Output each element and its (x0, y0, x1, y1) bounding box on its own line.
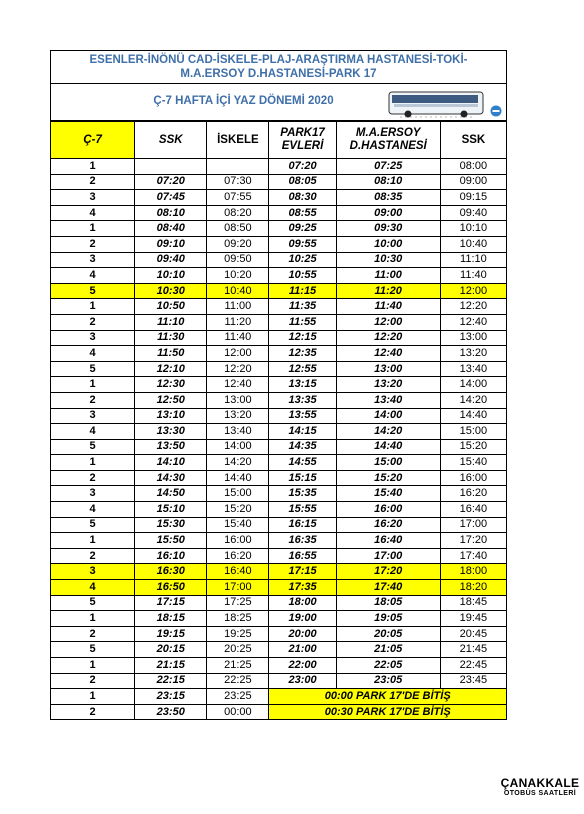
ssk-return-time: 11:10 (440, 252, 506, 268)
maersoy-time: 12:00 (336, 314, 440, 330)
trip-number: 4 (51, 580, 135, 596)
iskele-time: 12:40 (207, 377, 269, 393)
park17-time: 09:55 (269, 236, 336, 252)
iskele-time: 16:20 (207, 548, 269, 564)
park17-time: 12:15 (269, 330, 336, 346)
table-row (51, 533, 507, 549)
table-row (51, 174, 507, 190)
ssk-return-time: 11:40 (440, 268, 506, 284)
ssk-return-time: 14:00 (440, 377, 506, 393)
ssk-return-time: 16:40 (440, 502, 506, 518)
park17-time: 09:25 (269, 221, 336, 237)
maersoy-time: 13:20 (336, 377, 440, 393)
park17-time: 15:15 (269, 470, 336, 486)
table-row (51, 689, 507, 705)
maersoy-time: 19:05 (336, 611, 440, 627)
table-row (51, 252, 507, 268)
iskele-time: 18:25 (207, 611, 269, 627)
park17-time: 12:35 (269, 346, 336, 362)
trip-number: 1 (51, 611, 135, 627)
maersoy-time: 20:05 (336, 626, 440, 642)
ssk-time: 07:45 (135, 190, 207, 206)
iskele-time: 21:25 (207, 658, 269, 674)
col-header-iskele: İSKELE (207, 122, 269, 159)
ssk-time: 13:30 (135, 424, 207, 440)
ssk-return-time: 15:00 (440, 424, 506, 440)
ssk-return-time: 17:20 (440, 533, 506, 549)
maersoy-time: 15:20 (336, 470, 440, 486)
ssk-time: 15:10 (135, 502, 207, 518)
schedule-body (51, 159, 507, 720)
iskele-time: 00:00 (207, 704, 269, 720)
ssk-return-time: 18:20 (440, 580, 506, 596)
maersoy-time: 12:20 (336, 330, 440, 346)
ssk-return-time: 18:00 (440, 564, 506, 580)
iskele-time: 13:40 (207, 424, 269, 440)
ssk-return-time: 22:45 (440, 658, 506, 674)
trip-number: 1 (51, 377, 135, 393)
park17-time: 21:00 (269, 642, 336, 658)
park17-time: 22:00 (269, 658, 336, 674)
trip-number: 1 (51, 455, 135, 471)
table-row (51, 408, 507, 424)
maersoy-time: 21:05 (336, 642, 440, 658)
ssk-time: 11:30 (135, 330, 207, 346)
park17-time: 11:35 (269, 299, 336, 315)
ssk-time (135, 159, 207, 175)
maersoy-time: 09:00 (336, 205, 440, 221)
iskele-time: 11:00 (207, 299, 269, 315)
trip-number: 3 (51, 190, 135, 206)
park17-time: 11:15 (269, 283, 336, 299)
table-row (51, 580, 507, 596)
route-title (51, 51, 506, 84)
table-row (51, 564, 507, 580)
ssk-return-time: 18:45 (440, 595, 506, 611)
table-row (51, 486, 507, 502)
iskele-time: 16:00 (207, 533, 269, 549)
maersoy-time: 10:30 (336, 252, 440, 268)
maersoy-time: 16:40 (336, 533, 440, 549)
table-row (51, 190, 507, 206)
trip-number: 3 (51, 486, 135, 502)
ssk-return-time: 14:40 (440, 408, 506, 424)
subtitle-row (51, 84, 506, 120)
trip-number: 2 (51, 314, 135, 330)
ssk-time: 21:15 (135, 658, 207, 674)
col-header-ssk: SSK (135, 122, 207, 159)
iskele-time: 14:00 (207, 439, 269, 455)
park17-time: 08:30 (269, 190, 336, 206)
maersoy-time: 15:00 (336, 455, 440, 471)
iskele-time: 12:20 (207, 361, 269, 377)
ssk-time: 11:50 (135, 346, 207, 362)
iskele-time: 09:20 (207, 236, 269, 252)
trip-number: 2 (51, 174, 135, 190)
park17-time: 14:15 (269, 424, 336, 440)
table-row (51, 299, 507, 315)
ssk-time: 16:10 (135, 548, 207, 564)
ssk-return-time: 10:40 (440, 236, 506, 252)
ssk-time: 14:10 (135, 455, 207, 471)
iskele-time (207, 159, 269, 175)
trip-number: 1 (51, 689, 135, 705)
park17-time: 15:35 (269, 486, 336, 502)
iskele-time: 15:40 (207, 517, 269, 533)
iskele-time: 07:30 (207, 174, 269, 190)
table-row (51, 595, 507, 611)
park17-time: 10:25 (269, 252, 336, 268)
trip-number: 2 (51, 470, 135, 486)
ssk-return-time: 13:40 (440, 361, 506, 377)
park17-time: 12:55 (269, 361, 336, 377)
maersoy-time: 15:40 (336, 486, 440, 502)
trip-number: 2 (51, 673, 135, 689)
maersoy-time: 07:25 (336, 159, 440, 175)
iskele-time: 13:00 (207, 392, 269, 408)
trip-number: 5 (51, 642, 135, 658)
maersoy-time: 11:00 (336, 268, 440, 284)
table-row (51, 346, 507, 362)
ssk-time: 08:10 (135, 205, 207, 221)
ssk-return-time: 09:40 (440, 205, 506, 221)
trip-number: 5 (51, 439, 135, 455)
maersoy-time: 17:00 (336, 548, 440, 564)
maersoy-time: 16:00 (336, 502, 440, 518)
table-row (51, 361, 507, 377)
ssk-time: 10:10 (135, 268, 207, 284)
ssk-time: 12:10 (135, 361, 207, 377)
trip-number: 5 (51, 283, 135, 299)
iskele-time: 07:55 (207, 190, 269, 206)
park17-time: 18:00 (269, 595, 336, 611)
iskele-time: 14:20 (207, 455, 269, 471)
ssk-return-time: 14:20 (440, 392, 506, 408)
park17-time: 15:55 (269, 502, 336, 518)
ssk-time: 19:15 (135, 626, 207, 642)
iskele-time: 15:00 (207, 486, 269, 502)
maersoy-time: 13:40 (336, 392, 440, 408)
iskele-time: 10:20 (207, 268, 269, 284)
maersoy-time: 11:20 (336, 283, 440, 299)
ssk-time: 14:30 (135, 470, 207, 486)
table-header-row (51, 122, 507, 159)
col-header-line: Ç-7 (51, 122, 135, 159)
ssk-time: 16:30 (135, 564, 207, 580)
ssk-return-time: 20:45 (440, 626, 506, 642)
ssk-time: 10:30 (135, 283, 207, 299)
ssk-return-time: 16:20 (440, 486, 506, 502)
maersoy-time: 09:30 (336, 221, 440, 237)
route-title-line-1: ESENLER-İNÖNÜ CAD-İSKELE-PLAJ-ARAŞTIRMA HASTANESİ-TOKİ- (89, 54, 468, 66)
trip-number: 5 (51, 595, 135, 611)
trip-number: 1 (51, 658, 135, 674)
logo-line-1: ÇANAKKALE (500, 776, 580, 790)
table-row (51, 658, 507, 674)
park17-time: 13:15 (269, 377, 336, 393)
table-row (51, 377, 507, 393)
trip-number: 4 (51, 502, 135, 518)
table-row (51, 283, 507, 299)
ssk-time: 09:40 (135, 252, 207, 268)
trip-number: 3 (51, 408, 135, 424)
table-row (51, 673, 507, 689)
table-row (51, 392, 507, 408)
bus-icon (388, 85, 506, 119)
table-row (51, 424, 507, 440)
ssk-return-time: 19:45 (440, 611, 506, 627)
iskele-time: 16:40 (207, 564, 269, 580)
ssk-return-time: 09:15 (440, 190, 506, 206)
park17-time: 20:00 (269, 626, 336, 642)
table-row (51, 455, 507, 471)
schedule-table (50, 121, 507, 720)
ssk-time: 23:50 (135, 704, 207, 720)
iskele-time: 08:20 (207, 205, 269, 221)
park17-time: 14:55 (269, 455, 336, 471)
ssk-time: 10:50 (135, 299, 207, 315)
ssk-time: 12:30 (135, 377, 207, 393)
ssk-time: 22:15 (135, 673, 207, 689)
park17-time: 14:35 (269, 439, 336, 455)
park17-time: 17:15 (269, 564, 336, 580)
park17-time: 13:55 (269, 408, 336, 424)
ssk-time: 18:15 (135, 611, 207, 627)
trip-number: 1 (51, 299, 135, 315)
table-row (51, 205, 507, 221)
maersoy-time: 16:20 (336, 517, 440, 533)
timetable-sheet (50, 50, 507, 720)
iskele-time: 08:50 (207, 221, 269, 237)
park17-time: 11:55 (269, 314, 336, 330)
ssk-return-time: 08:00 (440, 159, 506, 175)
iskele-time: 17:25 (207, 595, 269, 611)
maersoy-time: 23:05 (336, 673, 440, 689)
ssk-time: 12:50 (135, 392, 207, 408)
maersoy-time: 14:40 (336, 439, 440, 455)
ssk-return-time: 13:20 (440, 346, 506, 362)
park17-time: 07:20 (269, 159, 336, 175)
ssk-return-time: 15:40 (440, 455, 506, 471)
trip-number: 2 (51, 704, 135, 720)
ssk-time: 14:50 (135, 486, 207, 502)
table-row (51, 439, 507, 455)
maersoy-time: 13:00 (336, 361, 440, 377)
maersoy-time: 08:35 (336, 190, 440, 206)
iskele-time: 22:25 (207, 673, 269, 689)
maersoy-time: 08:10 (336, 174, 440, 190)
iskele-time: 12:00 (207, 346, 269, 362)
ssk-time: 23:15 (135, 689, 207, 705)
table-row (51, 548, 507, 564)
ssk-return-time: 09:00 (440, 174, 506, 190)
ssk-return-time: 17:40 (440, 548, 506, 564)
ssk-time: 17:15 (135, 595, 207, 611)
ssk-time: 11:10 (135, 314, 207, 330)
iskele-time: 17:00 (207, 580, 269, 596)
ssk-time: 20:15 (135, 642, 207, 658)
route-title-line-2: M.A.ERSOY D.HASTANESİ-PARK 17 (180, 68, 377, 80)
table-row (51, 704, 507, 720)
table-row (51, 517, 507, 533)
ssk-return-time: 17:00 (440, 517, 506, 533)
park17-time: 19:00 (269, 611, 336, 627)
route-end-note: 00:00 PARK 17'DE BİTİŞ (269, 689, 507, 705)
iskele-time: 20:25 (207, 642, 269, 658)
iskele-time: 14:40 (207, 470, 269, 486)
ssk-time: 13:50 (135, 439, 207, 455)
timetable-header (50, 50, 507, 121)
maersoy-time: 10:00 (336, 236, 440, 252)
table-row (51, 626, 507, 642)
trip-number: 4 (51, 205, 135, 221)
trip-number: 3 (51, 252, 135, 268)
ssk-return-time: 21:45 (440, 642, 506, 658)
maersoy-time: 17:40 (336, 580, 440, 596)
trip-number: 4 (51, 424, 135, 440)
park17-time: 10:55 (269, 268, 336, 284)
iskele-time: 09:50 (207, 252, 269, 268)
park17-time: 08:55 (269, 205, 336, 221)
ssk-return-time: 12:00 (440, 283, 506, 299)
maersoy-time: 11:40 (336, 299, 440, 315)
ssk-time: 07:20 (135, 174, 207, 190)
iskele-time: 19:25 (207, 626, 269, 642)
table-row (51, 236, 507, 252)
table-row (51, 221, 507, 237)
maersoy-time: 18:05 (336, 595, 440, 611)
col-header-maersoy: M.A.ERSOY D.HASTANESİ (336, 122, 440, 159)
route-end-note: 00:30 PARK 17'DE BİTİŞ (269, 704, 507, 720)
maersoy-time: 12:40 (336, 346, 440, 362)
ssk-return-time: 16:00 (440, 470, 506, 486)
park17-time: 16:15 (269, 517, 336, 533)
trip-number: 4 (51, 268, 135, 284)
trip-number: 2 (51, 626, 135, 642)
ssk-time: 09:10 (135, 236, 207, 252)
ssk-return-time: 12:40 (440, 314, 506, 330)
park17-time: 17:35 (269, 580, 336, 596)
ssk-return-time: 23:45 (440, 673, 506, 689)
ssk-return-time: 13:00 (440, 330, 506, 346)
ssk-time: 16:50 (135, 580, 207, 596)
park17-time: 08:05 (269, 174, 336, 190)
canakkale-logo (500, 776, 580, 797)
table-row (51, 502, 507, 518)
table-row (51, 159, 507, 175)
table-row (51, 314, 507, 330)
ssk-return-time: 15:20 (440, 439, 506, 455)
ssk-return-time: 12:20 (440, 299, 506, 315)
trip-number: 2 (51, 548, 135, 564)
maersoy-time: 14:20 (336, 424, 440, 440)
trip-number: 1 (51, 159, 135, 175)
trip-number: 5 (51, 361, 135, 377)
park17-time: 23:00 (269, 673, 336, 689)
maersoy-time: 17:20 (336, 564, 440, 580)
maersoy-time: 22:05 (336, 658, 440, 674)
ssk-time: 13:10 (135, 408, 207, 424)
table-row (51, 268, 507, 284)
logo-line-2: OTOBÜS SAATLERİ (503, 790, 577, 797)
iskele-time: 11:40 (207, 330, 269, 346)
trip-number: 2 (51, 236, 135, 252)
park17-time: 16:35 (269, 533, 336, 549)
park17-time: 16:55 (269, 548, 336, 564)
table-row (51, 470, 507, 486)
table-row (51, 330, 507, 346)
table-row (51, 642, 507, 658)
ssk-return-time: 10:10 (440, 221, 506, 237)
trip-number: 5 (51, 517, 135, 533)
trip-number: 2 (51, 392, 135, 408)
trip-number: 1 (51, 533, 135, 549)
col-header-park17: PARK17 EVLERİ (269, 122, 336, 159)
trip-number: 3 (51, 564, 135, 580)
ssk-time: 15:50 (135, 533, 207, 549)
schedule-subtitle: Ç-7 HAFTA İÇİ YAZ DÖNEMİ 2020 (153, 95, 334, 107)
trip-number: 3 (51, 330, 135, 346)
ssk-time: 08:40 (135, 221, 207, 237)
table-row (51, 611, 507, 627)
park17-time: 13:35 (269, 392, 336, 408)
trip-number: 4 (51, 346, 135, 362)
maersoy-time: 14:00 (336, 408, 440, 424)
trip-number: 1 (51, 221, 135, 237)
ssk-time: 15:30 (135, 517, 207, 533)
iskele-time: 23:25 (207, 689, 269, 705)
col-header-ssk-end: SSK (440, 122, 506, 159)
iskele-time: 11:20 (207, 314, 269, 330)
iskele-time: 13:20 (207, 408, 269, 424)
iskele-time: 10:40 (207, 283, 269, 299)
iskele-time: 15:20 (207, 502, 269, 518)
